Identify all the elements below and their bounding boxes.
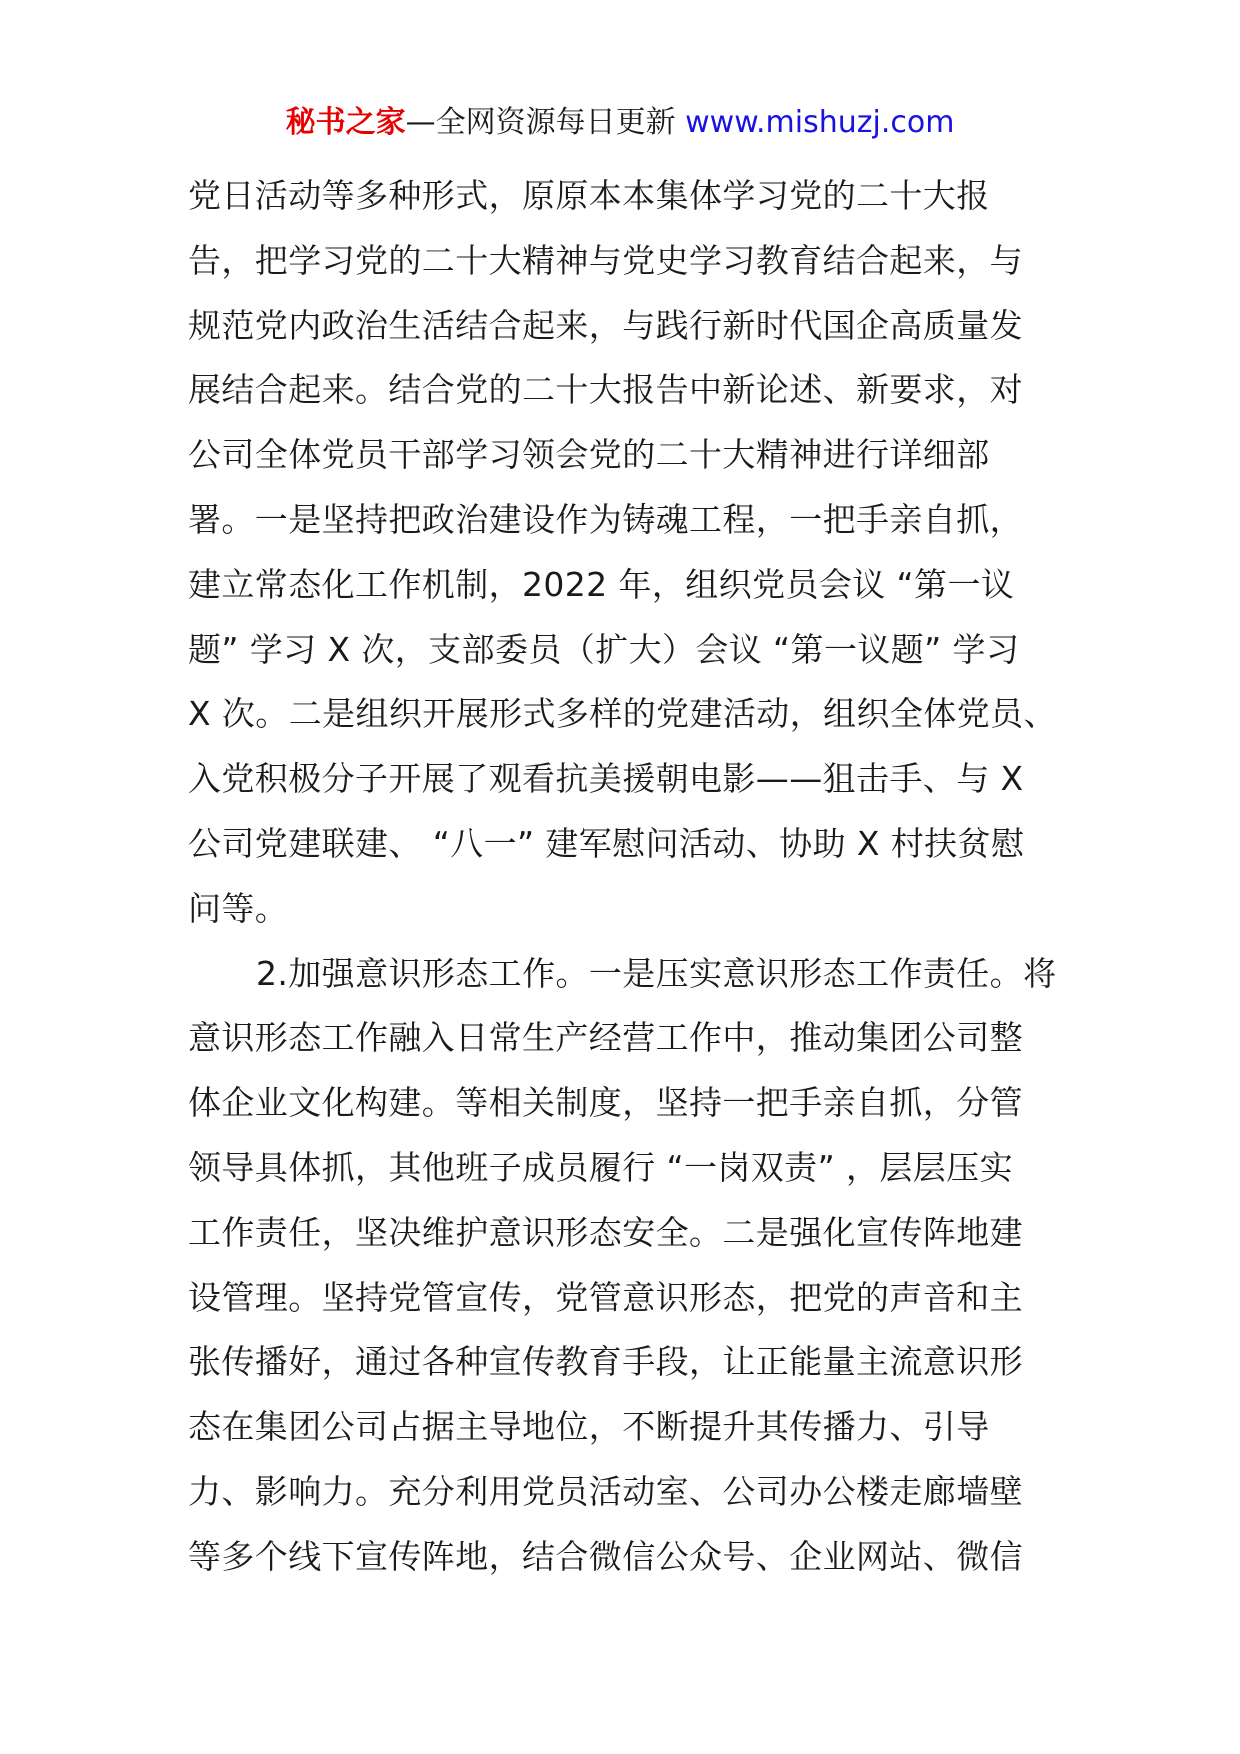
text-line: X 次。二是组织开展形式多样的党建活动，组织全体党员、 [188,694,1057,734]
text-line: 题” 学习 X 次，支部委员（扩大）会议 “第一议题” 学习 [188,629,1020,669]
header-site-link[interactable]: www.mishuzj.com [685,105,955,140]
text-line: 问等。 [188,888,289,928]
text-line: 署。一是坚持把政治建设作为铸魂工程，一把手亲自抓， [188,499,1023,539]
text-line: 张传播好，通过各种宣传教育手段，让正能量主流意识形 [188,1342,1023,1382]
text-line: 领导具体抓，其他班子成员履行 “一岗双责” ，层层压实 [188,1147,1013,1187]
text-line: 体企业文化构建。等相关制度，坚持一把手亲自抓，分管 [188,1083,1023,1123]
text-line: 入党积极分子开展了观看抗美援朝电影——狙击手、与 X [188,759,1024,799]
text-line: 设管理。坚持党管宣传，党管意识形态，把党的声音和主 [188,1277,1023,1317]
text-line: 告，把学习党的二十大精神与党史学习教育结合起来，与 [188,240,1023,280]
text-line: 工作责任，坚决维护意识形态安全。二是强化宣传阵地建 [188,1212,1023,1252]
header-tagline: —全网资源每日更新 [405,105,686,140]
body-text [188,164,1058,1590]
text-line: 态在集团公司占据主导地位，不断提升其传播力、引导 [188,1407,990,1447]
text-line: 展结合起来。结合党的二十大报告中新论述、新要求，对 [188,370,1023,410]
text-line: 公司全体党员干部学习领会党的二十大精神进行详细部 [188,435,990,475]
text-line: 公司党建联建、 “八一” 建军慰问活动、协助 X 村扶贫慰 [188,823,1025,863]
header-brand: 秘书之家 [285,105,406,140]
text-line: 规范党内政治生活结合起来，与践行新时代国企高质量发 [188,305,1023,345]
text-line: 党日活动等多种形式，原原本本集体学习党的二十大报 [188,176,990,215]
text-line: 意识形态工作融入日常生产经营工作中，推动集团公司整 [188,1018,1023,1058]
text-line: 建立常态化工作机制，2022 年，组织党员会议 “第一议 [188,564,1015,604]
text-line: 力、影响力。充分利用党员活动室、公司办公楼走廊墙壁 [188,1471,1023,1511]
page-header [0,103,1240,143]
text-line: 等多个线下宣传阵地，结合微信公众号、企业网站、微信 [188,1536,1023,1576]
section-heading-line: 2.加强意识形态工作。一是压实意识形态工作责任。将 [256,953,1057,993]
